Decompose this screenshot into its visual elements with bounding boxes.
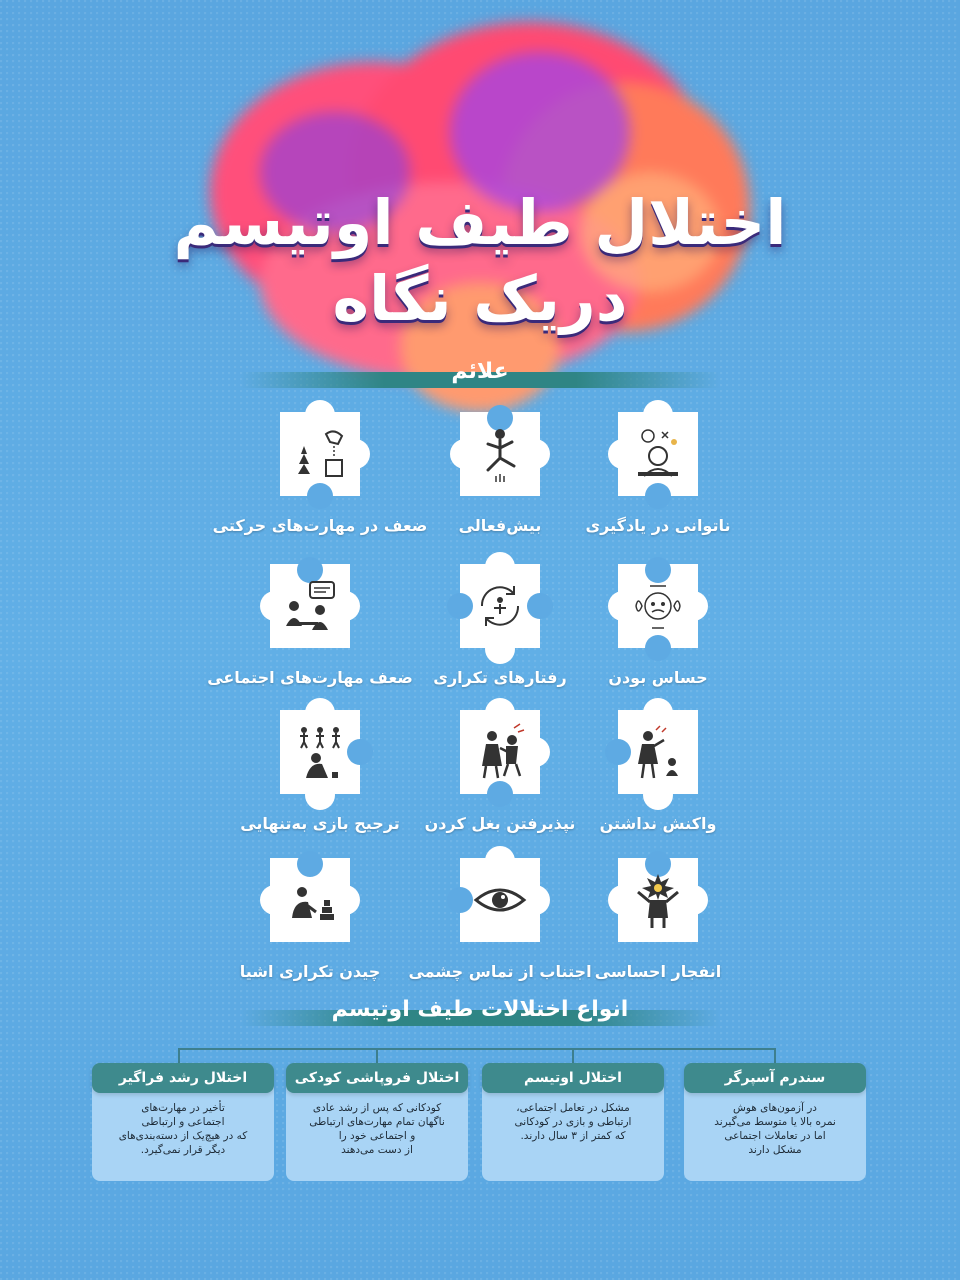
type-name: سندرم آسپرگر [684, 1063, 866, 1093]
symptom-label: حساس بودن [608, 668, 708, 687]
puzzle-piece [608, 400, 708, 510]
symptom-label: اجتناب از تماس چشمی [408, 962, 592, 981]
symptom-label: رفتارهای تکراری [433, 668, 567, 687]
symptom-label: ضعف مهارت‌های اجتماعی [207, 668, 413, 687]
puzzle-piece [450, 846, 550, 956]
puzzle-piece [260, 846, 360, 956]
puzzle-piece [270, 698, 370, 808]
puzzle-piece [450, 400, 550, 510]
symptom-card [210, 698, 430, 848]
type-name: اختلال رشد فراگیر [92, 1063, 274, 1093]
stacking-objects-icon [280, 870, 340, 930]
type-card [684, 1063, 866, 1181]
motor-skills-icon [290, 424, 350, 484]
puzzle-piece [608, 552, 708, 662]
symptom-card [210, 400, 430, 550]
symptom-label: چیدن تکراری اشیا [239, 962, 381, 981]
repetitive-behavior-icon [470, 576, 530, 636]
puzzle-piece [260, 552, 360, 662]
page-subtitle: دریک نگاه [332, 262, 628, 335]
emotional-outburst-icon [628, 870, 688, 930]
symptom-label: واکنش نداشتن [599, 814, 717, 833]
symptom-label: نپذیرفتن بغل کردن [424, 814, 576, 833]
symptom-card [200, 846, 420, 996]
type-description: کودکانی که پس از رشد عادی ناگهان تمام مهارت‌های ارتباطی و اجتماعی خود را از دست می‌دهند [286, 1085, 468, 1181]
symptom-card [390, 846, 610, 996]
symptom-label: بیش‌فعالی [458, 516, 542, 535]
sensitivity-icon [628, 576, 688, 636]
type-name: اختلال فروپاشی کودکی [286, 1063, 468, 1093]
symptoms-heading: علائم [451, 359, 509, 384]
symptoms-banner [240, 359, 720, 388]
page-title: اختلال طیف اوتیسم [173, 186, 787, 259]
type-description: مشکل در تعامل اجتماعی، ارتباطی و بازی در کودکانی که کمتر از ۳ سال دارند. [482, 1085, 664, 1181]
social-skills-icon [280, 576, 340, 636]
tree-connector [178, 1048, 776, 1050]
type-card [92, 1063, 274, 1181]
hyperactivity-icon [470, 424, 530, 484]
tree-branch [376, 1048, 378, 1064]
refuse-hug-icon [470, 722, 530, 782]
symptom-label: ضعف در مهارت‌های حرکتی [212, 516, 428, 535]
solo-play-icon [290, 722, 350, 782]
puzzle-piece [270, 400, 370, 510]
puzzle-piece [608, 698, 708, 808]
tree-branch [774, 1048, 776, 1064]
type-card [286, 1063, 468, 1181]
type-description: تأخیر در مهارت‌های اجتماعی و ارتباطی که در هیچ‌یک از دسته‌بندی‌های دیگر قرار نمی‌گیرد. [92, 1085, 274, 1181]
tree-branch [572, 1048, 574, 1064]
eye-contact-icon [470, 870, 530, 930]
symptom-label: ترجیح بازی به‌تنهایی [240, 814, 400, 833]
symptom-label: ناتوانی در یادگیری [585, 516, 731, 535]
symptom-card [200, 552, 420, 702]
type-card [482, 1063, 664, 1181]
symptom-label: انفجار احساسی [594, 962, 722, 981]
puzzle-piece [608, 846, 708, 956]
types-banner [240, 997, 720, 1026]
puzzle-piece [450, 552, 550, 662]
symptom-card [390, 552, 610, 702]
types-heading: انواع اختلالات طیف اوتیسم [331, 997, 629, 1022]
tree-branch [178, 1048, 180, 1064]
puzzle-piece [450, 698, 550, 808]
learning-disability-icon [628, 424, 688, 484]
no-reaction-icon [628, 722, 688, 782]
type-name: اختلال اوتیسم [482, 1063, 664, 1093]
type-description: در آزمون‌های هوش نمره بالا یا متوسط می‌گیرند اما در تعاملات اجتماعی مشکل دارند [684, 1085, 866, 1181]
